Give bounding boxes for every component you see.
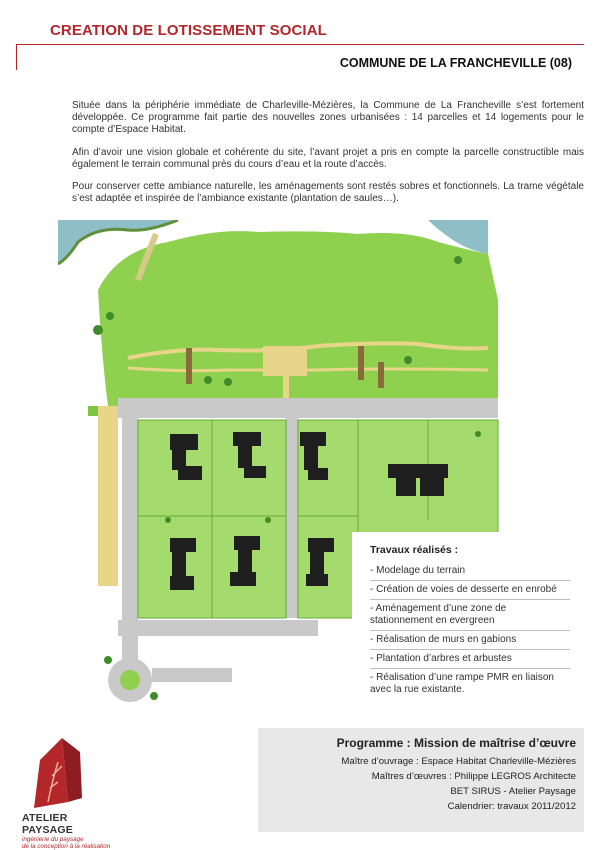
- central-plaza: [263, 346, 307, 376]
- logo-tagline-2: de la conception à la réalisation: [22, 843, 111, 850]
- works-item: - Modelage du terrain: [370, 562, 570, 581]
- intro-paragraph-1: Située dans la périphérie immédiate de Charleville-Mézières, la Commune de La Francheville s’est fortement développée. Ce programme fait partie des nouvelles zones urbanisées : 14 parcelles et 14 logements pour le compte d’Espace Habitat.: [72, 100, 584, 136]
- works-heading: Travaux réalisés :: [370, 544, 459, 556]
- atelier-paysage-logo: [22, 732, 112, 850]
- works-list: [370, 562, 570, 699]
- logo-mark-icon: [22, 732, 112, 812]
- works-item: - Plantation d’arbres et arbustes: [370, 650, 570, 669]
- works-item: - Réalisation de murs en gabions: [370, 631, 570, 650]
- access-road: [118, 398, 498, 418]
- programme-owner: Maître d’ouvrage : Espace Habitat Charleville-Mézières: [341, 756, 576, 767]
- logo-name: ATELIER PAYSAGE: [22, 812, 74, 836]
- green-park-upper: [98, 231, 498, 406]
- programme-box: [258, 728, 584, 832]
- title-side-rule: [16, 44, 17, 70]
- intro-paragraph-2: Afin d’avoir une vision globale et cohérente du site, l’avant projet a pris en compte la parcelle constructible mais également le terrain communal près du cours d’eau et la route d’accès.: [72, 146, 584, 170]
- works-panel: [352, 532, 580, 722]
- page-title: CREATION DE LOTISSEMENT SOCIAL: [50, 22, 327, 39]
- programme-architects: Maîtres d’œuvres : Philippe LEGROS Architecte: [371, 771, 576, 782]
- intro-text: [72, 100, 584, 215]
- title-divider: [16, 44, 584, 45]
- page-subtitle: COMMUNE DE LA FRANCHEVILLE (08): [339, 56, 572, 70]
- works-item: - Création de voies de desserte en enrobé: [370, 581, 570, 600]
- programme-bet: BET SIRUS - Atelier Paysage: [450, 786, 576, 797]
- works-item: - Aménagement d’une zone de stationnement en evergreen: [370, 600, 570, 631]
- programme-heading: Programme : Mission de maîtrise d’œuvre: [336, 736, 576, 750]
- intro-paragraph-3: Pour conserver cette ambiance naturelle, les aménagements sont restés sobres et fonctionnels. La trame végétale s’est adaptée et inspirée de l’ambiance existante (plantation de saules…).: [72, 181, 584, 205]
- logo-tagline-1: ingénierie du paysage: [22, 836, 84, 843]
- programme-calendar: Calendrier: travaux 2011/2012: [447, 801, 576, 812]
- works-item: - Réalisation d’une rampe PMR en liaison avec la rue existante.: [370, 672, 554, 695]
